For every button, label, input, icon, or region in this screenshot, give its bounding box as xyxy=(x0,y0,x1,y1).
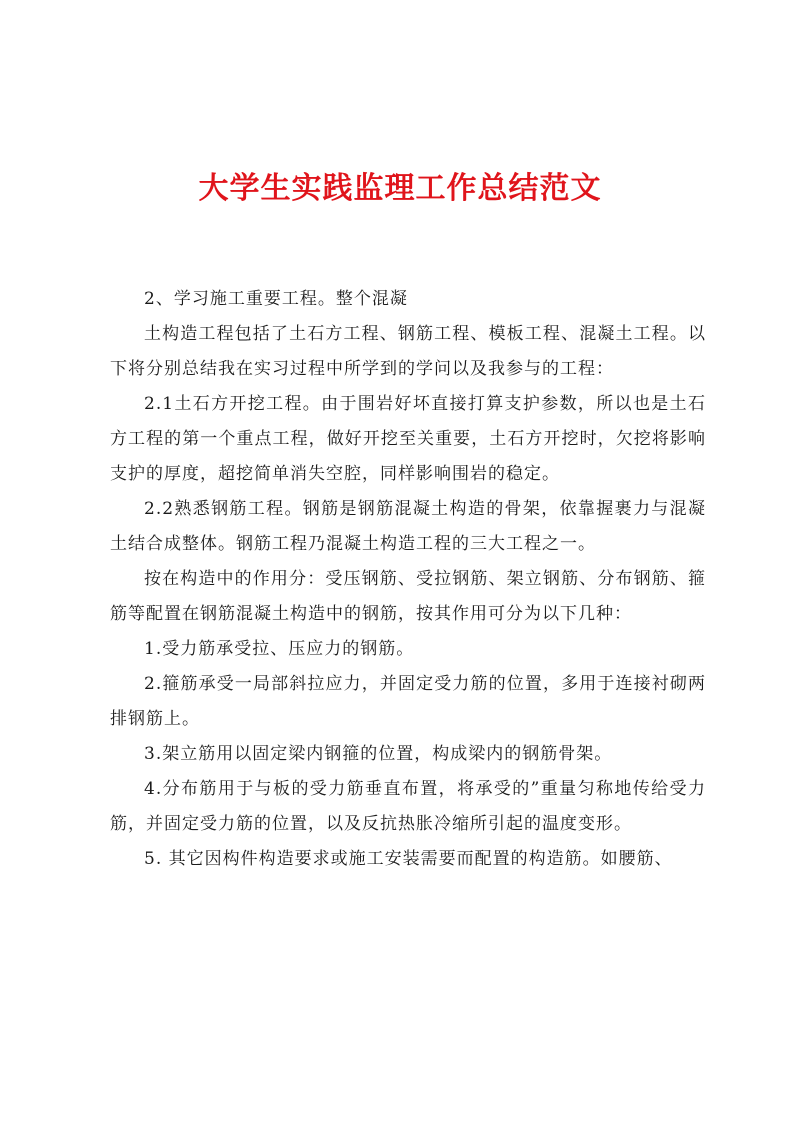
paragraph: 5. 其它因构件构造要求或施工安装需要而配置的构造筋。如腰筋、 xyxy=(144,849,673,869)
paragraph: 2.箍筋承受一局部斜拉应力，并固定受力筋的位置，多用于连接衬砌两排钢筋上。 xyxy=(110,674,706,729)
paragraph: 3.架立筋用以固定梁内钢箍的位置，构成梁内的钢筋骨架。 xyxy=(144,744,613,764)
document-body xyxy=(110,282,706,877)
paragraph: 按在构造中的作用分：受压钢筋、受拉钢筋、架立钢筋、分布钢筋、箍筋等配置在钢筋混凝土构造中的钢筋，按其作用可分为以下几种： xyxy=(110,569,706,624)
paragraph: 2.1土石方开挖工程。由于围岩好坏直接打算支护参数，所以也是土石方工程的第一个重点工程，做好开挖至关重要，土石方开挖时，欠挖将影响支护的厚度，超挖简单消失空腔，同样影响围岩的稳定。 xyxy=(110,394,706,484)
document-title: 大学生实践监理工作总结范文 xyxy=(198,171,602,206)
paragraph: 2.2熟悉钢筋工程。钢筋是钢筋混凝土构造的骨架，依靠握裹力与混凝土结合成整体。钢筋工程乃混凝土构造工程的三大工程之一。 xyxy=(110,499,706,554)
paragraph: 1.受力筋承受拉、压应力的钢筋。 xyxy=(144,639,415,659)
paragraph: 2、学习施工重要工程。整个混凝 xyxy=(144,289,408,309)
paragraph: 4.分布筋用于与板的受力筋垂直布置，将承受的”重量匀称地传给受力筋，并固定受力筋的位置，以及反抗热胀冷缩所引起的温度变形。 xyxy=(110,779,706,834)
paragraph: 土构造工程包括了土石方工程、钢筋工程、模板工程、混凝土工程。以下将分别总结我在实习过程中所学到的学问以及我参与的工程： xyxy=(110,324,706,379)
